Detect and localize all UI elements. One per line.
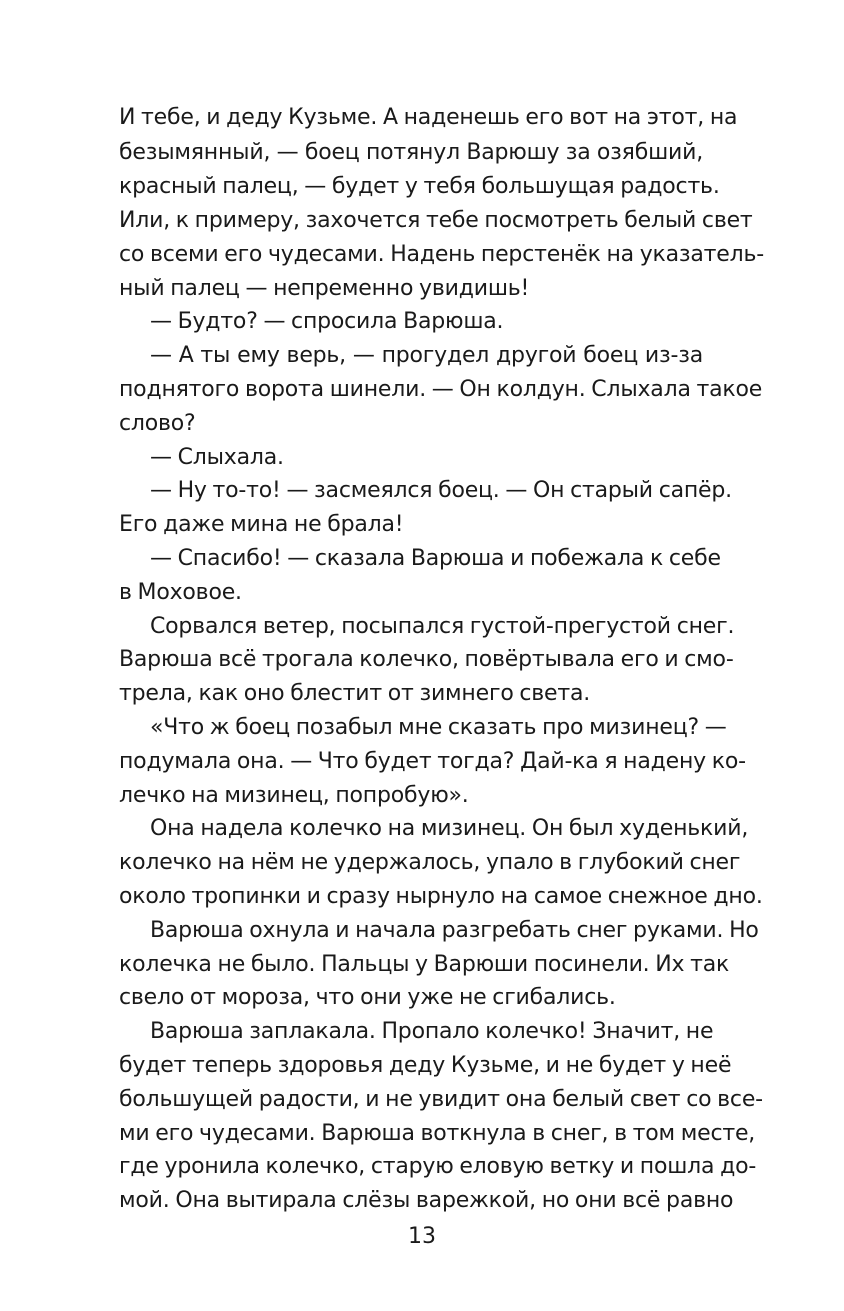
text-line: — Слыхала. [150,445,284,470]
text-line: — А ты ему верь, — прогудел другой боец из-за [150,343,703,368]
text-line: где уронила колечко, старую еловую ветку и пошла до- [119,1154,757,1179]
text-line: Варюша охнула и начала разгребать снег руками. Но [150,918,759,943]
text-line: трела, как оно блестит от зимнего света. [119,681,591,706]
text-line: большущей радости, и не увидит она белый свет со все- [119,1087,763,1112]
text-line: красный палец, — будет у тебя большущая радость. [119,174,720,199]
text-line: Варюша всё трогала колечко, повёртывала его и смо- [119,647,734,672]
text-line: — Будто? — спросила Варюша. [150,309,504,334]
text-line: в Моховое. [119,580,242,605]
text-line: будет теперь здоровья деду Кузьме, и не будет у неё [119,1053,732,1078]
text-line: свело от мороза, что они уже не сгибались. [119,985,616,1010]
text-line: мой. Она вытирала слёзы варежкой, но они всё равно [119,1188,734,1213]
page-number: 13 [408,1224,436,1249]
text-line: И тебе, и деду Кузьме. А наденешь его вот на этот, на [119,105,738,130]
text-line: — Спасибо! — сказала Варюша и побежала к себе [150,546,721,571]
text-line: ми его чудесами. Варюша воткнула в снег, в том месте, [119,1121,756,1146]
text-line: лечко на мизинец, попробую». [119,783,469,808]
text-line: безымянный, — боец потянул Варюшу за озябший, [119,140,703,165]
text-line: Она надела колечко на мизинец. Он был худенький, [150,816,749,841]
text-line: ный палец — непременно увидишь! [119,276,530,301]
text-line: — Ну то-то! — засмеялся боец. — Он старый сапёр. [150,478,732,503]
text-line: слово? [119,411,196,436]
text-line: Его даже мина не брала! [119,512,404,537]
text-line: Сорвался ветер, посыпался густой-прегустой снег. [150,614,735,639]
text-line: Или, к примеру, захочется тебе посмотреть белый свет [119,208,753,233]
text-line: «Что ж боец позабыл мне сказать про мизинец? — [150,715,727,740]
text-line: подумала она. — Что будет тогда? Дай-ка я надену ко- [119,749,746,774]
text-line: колечко на нём не удержалось, упало в глубокий снег [119,850,741,875]
text-line: поднятого ворота шинели. — Он колдун. Слыхала такое [119,377,763,402]
text-line: около тропинки и сразу нырнуло на самое снежное дно. [119,884,763,909]
text-line: Варюша заплакала. Пропало колечко! Значит, не [150,1019,714,1044]
text-line: со всеми его чудесами. Надень перстенёк на указатель- [119,242,764,267]
text-line: колечка не было. Пальцы у Варюши посинели. Их так [119,952,730,977]
